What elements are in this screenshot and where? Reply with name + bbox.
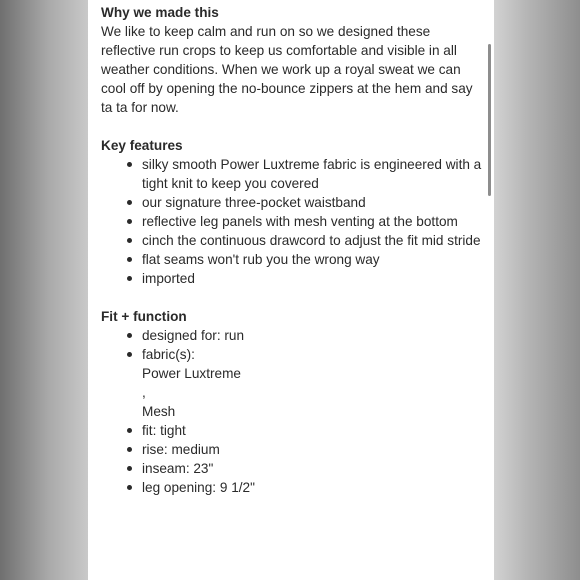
bullet-icon	[127, 466, 132, 471]
list-item	[101, 459, 486, 478]
bullet-icon	[127, 333, 132, 338]
feature-text: flat seams won't rub you the wrong way	[142, 252, 380, 267]
list-item	[101, 440, 486, 459]
feature-text: our signature three-pocket waistband	[142, 195, 366, 210]
fabric-separator: ,	[142, 385, 146, 400]
list-item	[101, 269, 486, 288]
product-description-panel[interactable]	[88, 0, 494, 580]
features-heading: Key features	[101, 138, 183, 153]
bullet-icon	[127, 276, 132, 281]
background-right	[494, 0, 580, 580]
bullet-icon	[127, 447, 132, 452]
bullet-icon	[127, 219, 132, 224]
why-heading: Why we made this	[101, 5, 219, 20]
bullet-icon	[127, 352, 132, 357]
bullet-icon	[127, 257, 132, 262]
background-left	[0, 0, 88, 580]
why-body: We like to keep calm and run on so we designed these reflective run crops to keep us comfortable and visible in all weather conditions. When we work up a royal sweat we can cool off by opening the no-bounce zippers at the hem and say ta ta for now.	[101, 24, 473, 115]
list-item	[101, 155, 486, 193]
scrollbar-thumb[interactable]	[488, 44, 491, 196]
bullet-icon	[127, 428, 132, 433]
fabric-value-1: Power Luxtreme	[142, 366, 241, 381]
fit-text: leg opening: 9 1/2"	[142, 480, 255, 495]
list-item	[101, 193, 486, 212]
bullet-icon	[127, 200, 132, 205]
list-item	[101, 421, 486, 440]
bullet-icon	[127, 485, 132, 490]
feature-text: cinch the continuous drawcord to adjust the fit mid stride	[142, 233, 481, 248]
section-spacer	[101, 117, 486, 136]
list-item	[101, 212, 486, 231]
fit-list	[101, 326, 486, 497]
bullet-icon	[127, 162, 132, 167]
feature-text: silky smooth Power Luxtreme fabric is engineered with a tight knit to keep you covered	[142, 157, 482, 191]
list-item	[101, 231, 486, 250]
bullet-icon	[127, 238, 132, 243]
features-list	[101, 155, 486, 288]
list-item	[101, 250, 486, 269]
fit-text: fit: tight	[142, 423, 186, 438]
section-spacer	[101, 288, 486, 307]
fit-text: rise: medium	[142, 442, 220, 457]
list-item	[101, 326, 486, 345]
fit-text: designed for: run	[142, 328, 245, 343]
description-content	[101, 3, 486, 497]
fabric-value-2: Mesh	[142, 404, 176, 419]
fabric-label: fabric(s):	[142, 347, 195, 362]
list-item	[101, 478, 486, 497]
list-item	[101, 345, 486, 421]
feature-text: imported	[142, 271, 195, 286]
feature-text: reflective leg panels with mesh venting at the bottom	[142, 214, 458, 229]
fit-text: inseam: 23"	[142, 461, 214, 476]
fit-heading: Fit + function	[101, 309, 187, 324]
